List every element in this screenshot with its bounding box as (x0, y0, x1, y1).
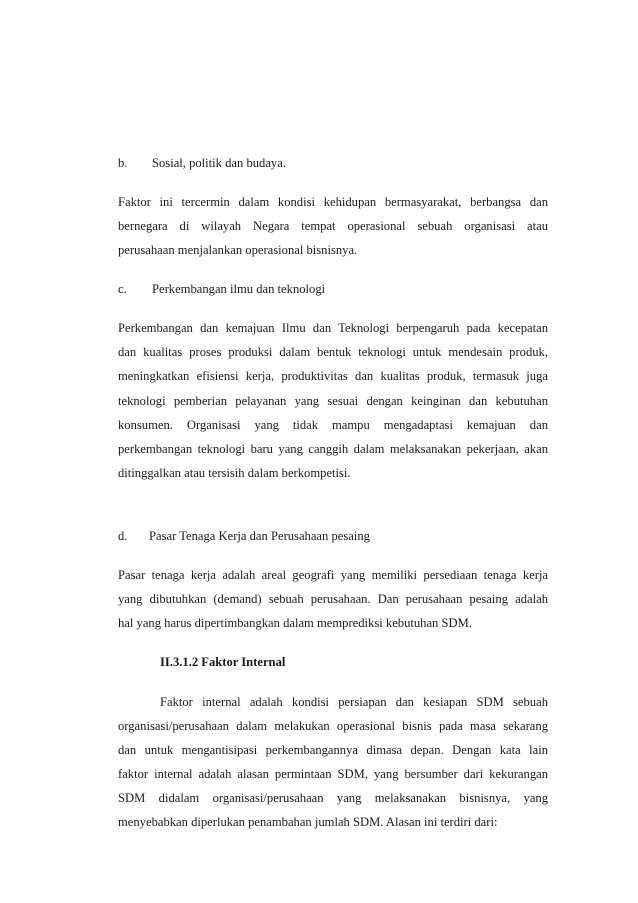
list-heading-d (118, 528, 548, 544)
list-heading-text: Sosial, politik dan budaya. (152, 156, 286, 170)
paragraph-line: hal yang harus dipertimbangkan dalam memprediksi kebutuhan SDM. (118, 616, 472, 630)
paragraph-line: SDM didalam organisasi/perusahaan yang melaksanakan bisnisnya, yang (118, 791, 548, 805)
paragraph-line: ditinggalkan atau tersisih dalam berkompetisi. (118, 466, 351, 480)
paragraph-line: dan untuk mengantisipasi perkembangannya dimasa depan. Dengan kata lain (118, 743, 548, 757)
paragraph-line: perkembangan teknologi baru yang canggih dalam melaksanakan pekerjaan, akan (118, 442, 548, 456)
paragraph-line: teknologi pemberian pelayanan yang sesuai dengan keinginan dan kebutuhan (118, 394, 548, 408)
paragraph-line: dan kualitas proses produksi dalam bentuk teknologi untuk mendesain produk, (118, 345, 548, 359)
list-heading-c (118, 281, 548, 297)
paragraph-line: menyebabkan diperlukan penambahan jumlah SDM. Alasan ini terdiri dari: (118, 815, 498, 829)
paragraph-line: yang dibutuhkan (demand) sebuah perusahaan. Dan perusahaan pesaing adalah (118, 592, 548, 606)
list-heading-text: Pasar Tenaga Kerja dan Perusahaan pesaing (149, 529, 370, 543)
list-marker: d. (118, 529, 128, 543)
paragraph-line: Faktor internal adalah kondisi persiapan dan kesiapan SDM sebuah (160, 695, 548, 709)
list-marker: c. (118, 282, 127, 296)
paragraph-line: Pasar tenaga kerja adalah areal geografi yang memiliki persediaan tenaga kerja (118, 568, 548, 582)
paragraph-line: bernegara di wilayah Negara tempat operasional sebuah organisasi atau (118, 219, 548, 233)
paragraph-line: konsumen. Organisasi yang tidak mampu mengadaptasi kemajuan dan (118, 418, 548, 432)
list-heading-text: Perkembangan ilmu dan teknologi (152, 282, 326, 296)
paragraph-line: Perkembangan dan kemajuan Ilmu dan Teknologi berpengaruh pada kecepatan (118, 321, 548, 335)
paragraph-line: organisasi/perusahaan dalam melakukan operasional bisnis pada masa sekarang (118, 719, 548, 733)
paragraph-line: perusahaan menjalankan operasional bisnisnya. (118, 243, 358, 257)
list-marker: b. (118, 156, 128, 170)
paragraph-line: Faktor ini tercermin dalam kondisi kehidupan bermasyarakat, berbangsa dan (118, 195, 548, 209)
list-heading-b (118, 155, 548, 171)
paragraph-line: meningkatkan efisiensi kerja, produktivitas dan kualitas produk, termasuk juga (118, 369, 548, 383)
paragraph-line: faktor internal adalah alasan permintaan SDM, yang bersumber dari kekurangan (118, 767, 548, 781)
section-heading: II.3.1.2 Faktor Internal (160, 655, 286, 669)
